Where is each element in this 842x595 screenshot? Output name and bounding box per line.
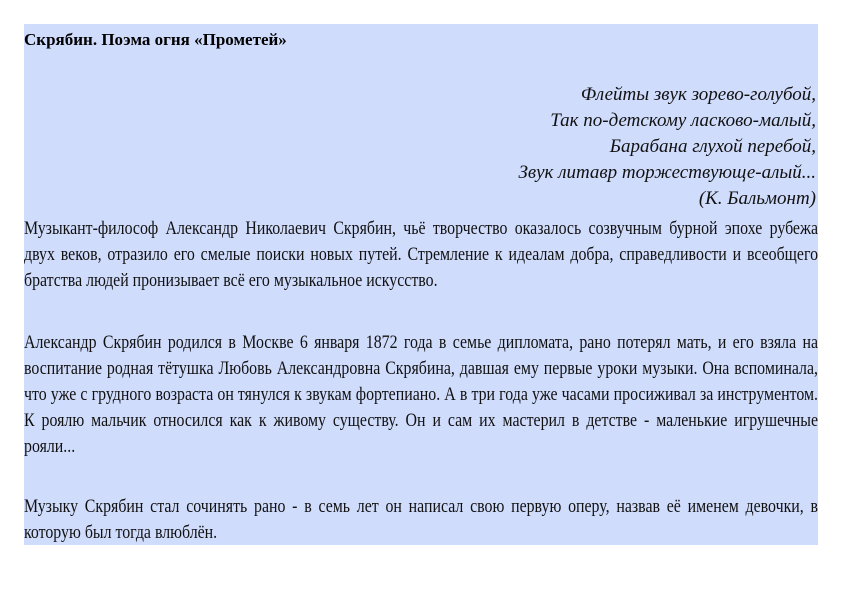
paragraph-text: Александр Скрябин родился в Москве 6 января 1872 года в семье дипломата, рано потерял мать, и его взяла на воспитание родная тётушка Любовь Александровна Скрябина, давшая ему первые уроки музыки. Она вспоминала, что уже с грудного возраста он тянулся к звукам фортепиано. А в три года уже часами просиживал за инструментом. К роялю мальчик относился как к живому существу. Он и сам их мастерил в детстве - маленькие игрушечные рояли... (24, 332, 819, 457)
epigraph-author: (К. Бальмонт) (698, 188, 816, 209)
text-panel (24, 24, 818, 545)
paragraph-text: Музыку Скрябин стал сочинять рано - в семь лет он написал свою первую оперу, назвав её именем девочки, в которую был тогда влюблён. (24, 496, 819, 543)
paragraph-text: Музыкант-философ Александр Николаевич Скрябин, чьё творчество оказалось созвучным бурной эпохе рубежа двух веков, отразило его смелые поиски новых путей. Стремление к идеалам добра, справедливости и всеобщего братства людей пронизывает всё его музыкальное искусство. (24, 218, 819, 291)
paragraph (24, 494, 818, 546)
epigraph-line: Звук литавр торжествующе-алый... (518, 162, 816, 183)
paragraph (24, 216, 818, 294)
epigraph-line: Барабана глухой перебой, (609, 136, 816, 157)
epigraph-line: Флейты звук зорево-голубой, (580, 84, 816, 105)
epigraph-line: Так по-детскому ласково-малый, (550, 110, 816, 131)
epigraph (518, 82, 816, 212)
paragraph (24, 330, 818, 460)
page-title: Скрябин. Поэма огня «Прометей» (24, 30, 287, 49)
